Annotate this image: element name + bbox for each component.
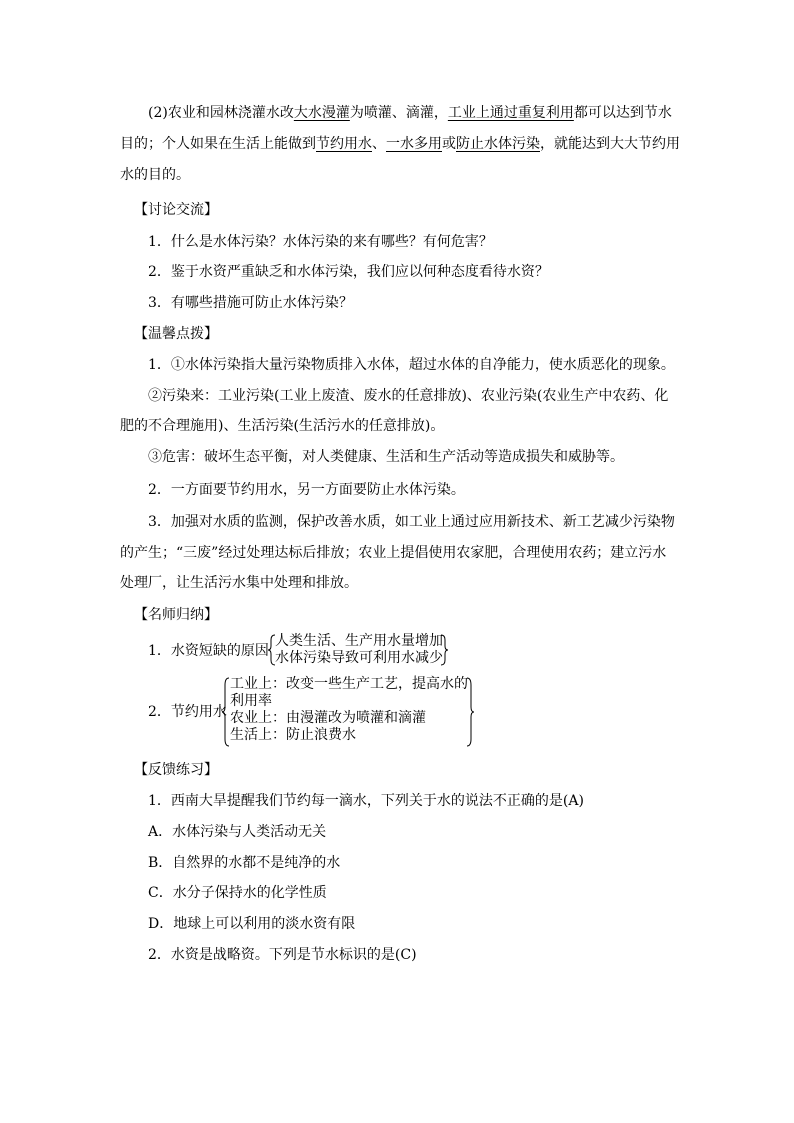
option-d: D．地球上可以利用的淡水资有限: [148, 916, 356, 932]
text: (2)农业和园林浇灌水改: [148, 105, 294, 121]
text: 都可以达到节水: [573, 105, 672, 121]
right-brace: [440, 634, 448, 666]
text: ，就能达到大大节约用: [540, 136, 680, 152]
option-c: C．水分子保持水的化学性质: [148, 885, 327, 901]
tip-line: ③危害：破坏生态平衡，对人类健康、生活和生产活动等造成损失和威胁等。: [148, 449, 624, 465]
practice-question-2: 2．水资是战略资。下列是节水标识的是(C): [148, 947, 417, 963]
discussion-question-3: 3．有哪些措施可防止水体污染？: [148, 295, 353, 311]
tip-line: 处理厂，让生活污水集中处理和排放。: [120, 575, 358, 591]
practice-question-1: 1．西南大旱提醒我们节约每一滴水，下列关于水的说法不正确的是(A): [148, 793, 584, 809]
underlined-term: 防止水体污染: [456, 136, 540, 152]
tip-line: 的产生；“三废”经过处理达标后排放；农业上提倡使用农家肥，合理使用农药；建立污水: [120, 545, 667, 561]
text: 为喷灌、滴灌，: [349, 105, 448, 121]
measure: 工业上：改变一些生产工艺，提高水的: [230, 676, 468, 692]
measure: 生活上：防止浪费水: [230, 727, 356, 743]
section-heading-practice: 【反馈练习】: [134, 762, 218, 778]
option-b: B．自然界的水都不是纯净的水: [148, 855, 341, 871]
paragraph-line-2: [120, 134, 680, 154]
tip-line: ②污染来：工业污染(工业上废渣、废水的任意排放)、农业污染(农业生产中农药、化: [148, 388, 669, 404]
tip-line: 肥的不合理施用)、生活污染(生活污水的任意排放)。: [120, 418, 445, 434]
measure: 利用率: [230, 693, 272, 709]
right-brace: [466, 677, 474, 747]
paragraph-line-1: [148, 103, 672, 123]
measure: 农业上：由漫灌改为喷灌和滴灌: [230, 710, 426, 726]
tip-line: 3．加强对水质的监测，保护改善水质，如工业上通过应用新技术、新工艺减少污染物: [148, 514, 675, 530]
summary-item-1-reasons: [275, 633, 443, 667]
text: 或: [442, 136, 456, 152]
reason: 水体污染导致可利用水减少: [275, 650, 443, 666]
underlined-term: 工业上通过重复利用: [447, 105, 574, 121]
paragraph-line-3: 水的目的。: [120, 167, 190, 183]
discussion-question-2: 2．鉴于水资严重缺乏和水体污染，我们应以何种态度看待水资？: [148, 264, 549, 280]
reason: 人类生活、生产用水量增加: [275, 633, 443, 649]
summary-item-2-label: 2．节约用水: [148, 704, 227, 720]
underlined-term: 节约用水: [316, 136, 372, 152]
section-heading-summary: 【名师归纳】: [134, 607, 218, 623]
tip-line: 2．一方面要节约用水，另一方面要防止水体污染。: [148, 482, 465, 498]
tip-line: 1．①水体污染指大量污染物质排入水体，超过水体的自净能力，使水质恶化的现象。: [148, 357, 675, 373]
underlined-term: 一水多用: [386, 136, 442, 152]
underlined-term: 大水漫灌: [293, 105, 350, 121]
section-heading-tips: 【温馨点拨】: [134, 326, 218, 342]
text: 目的；个人如果在生活上能做到: [120, 136, 316, 152]
summary-item-1-label: 1．水资短缺的原因: [148, 643, 269, 659]
option-a: A．水体污染与人类活动无关: [148, 824, 327, 840]
text: 、: [372, 136, 386, 152]
discussion-question-1: 1．什么是水体污染？水体污染的来有哪些？有何危害？: [148, 234, 493, 250]
summary-item-2-measures: [230, 676, 468, 744]
left-brace: [222, 677, 230, 747]
section-heading-discussion: 【讨论交流】: [134, 202, 218, 218]
